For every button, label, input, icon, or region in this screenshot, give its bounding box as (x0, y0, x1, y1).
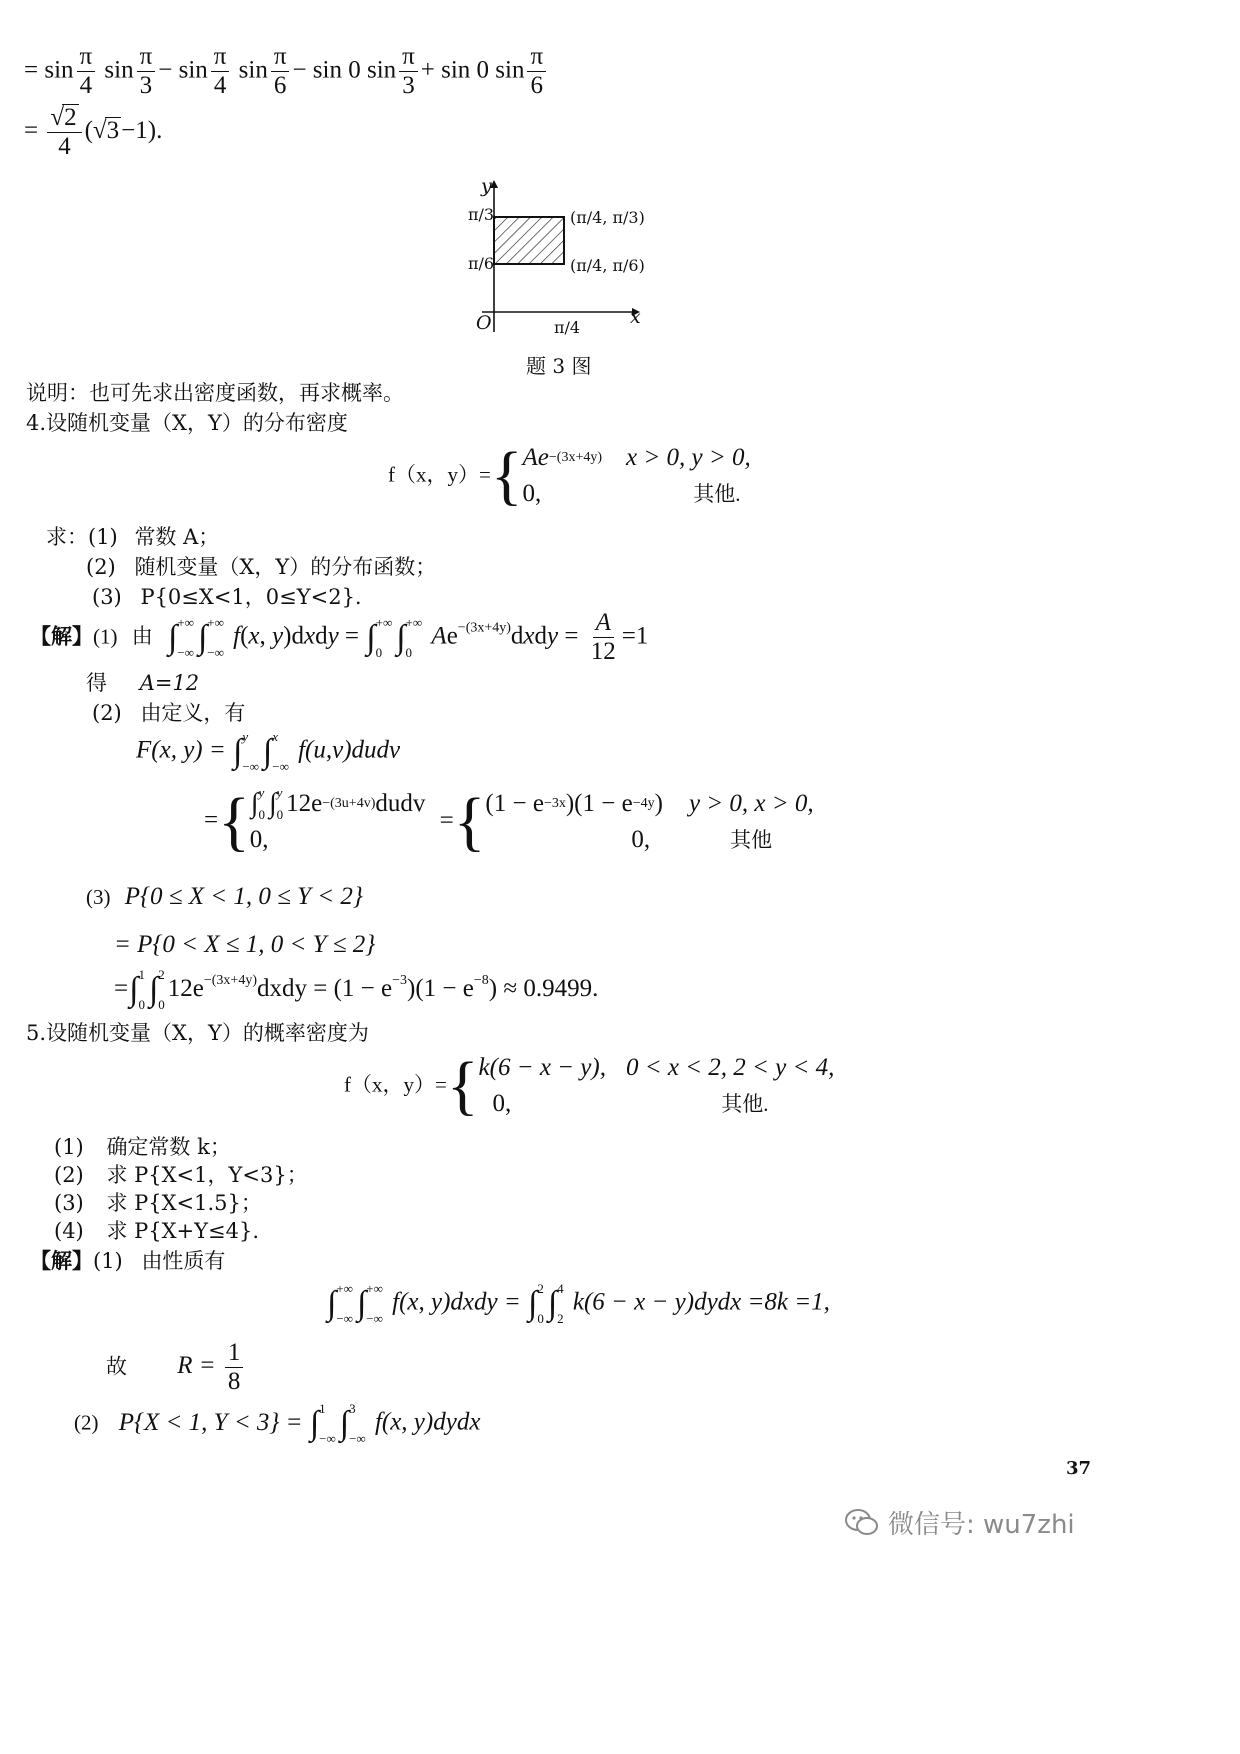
y-tick-bottom: π/6 (468, 254, 495, 273)
F-def: F(x, y) = (136, 736, 226, 764)
sol3-d: ) ≈ 0.9499. (488, 975, 599, 1002)
sol3-a: 12e (167, 975, 204, 1002)
note-text: 说明：也可先求出密度函数，再求概率。 (26, 381, 404, 405)
ask2: 随机变量（X，Y）的分布函数； (134, 555, 437, 579)
sol2-text: 由定义，有 (140, 701, 246, 725)
sol1-num: (1) (93, 1249, 123, 1273)
q4-ask-3 (92, 584, 362, 610)
case1-exp: −(3x+4y) (548, 450, 603, 465)
q4-sol-1: 【解】(1) 由 ∫ +∞ −∞ ∫ +∞ −∞ f(x, y)dxdy = ∫ +∞ 0 ∫ +∞ 0 $Ae^{-(3x+4y)}dxdy$ = $\frac{A}{12}$ =1 (30, 609, 649, 666)
q4-get (86, 670, 199, 696)
x-tick: π/4 (554, 318, 581, 337)
q5-item-3 (54, 1190, 262, 1216)
q4-sol-3-line2: = P{0 < X ≤ 1, 0 < Y ≤ 2} (114, 931, 376, 958)
solution-tag: 【解】 (30, 1248, 93, 1273)
f-label: f（x，y）= (344, 1072, 447, 1097)
q4-ask-2 (86, 554, 436, 580)
q5-item-4 (54, 1218, 259, 1244)
so-num: 1 (225, 1340, 244, 1368)
solution-tag: 【解】 (30, 624, 93, 649)
sol1-num: (1) (93, 624, 118, 649)
F-res1-end: ) (654, 790, 663, 817)
q5-item-1 (54, 1134, 231, 1160)
q5-case2-cond: 其他. (721, 1092, 769, 1116)
ask-intro: 求：(1) (46, 525, 118, 549)
ask3: P{0≤X<1，0≤Y<2}. (140, 585, 362, 609)
q5-normalization: ∫ +∞ −∞ ∫ +∞ −∞ f(x, y)dxdy = ∫ 2 0 ∫ 4 2 k(6 − x − y)dydx =8k =1, (327, 1281, 830, 1326)
sol2-text: P{X < 1, Y < 3} = (118, 1408, 303, 1436)
sol3-b: dxdy = (1 − e (257, 975, 393, 1002)
q5-density: f（x，y）={ k(6 − x − y), 0 < x < 2, 2 < y < 4, 0, 其他. (344, 1049, 835, 1122)
page-number: 37 (1066, 1458, 1092, 1479)
sol1-eq-b: k(6 − x − y)dydx =8k =1, (572, 1288, 830, 1316)
sol3-c: )(1 − e (407, 975, 474, 1002)
item-text: 求 P{X<1.5}； (106, 1191, 262, 1215)
sol3-line1: P{0 ≤ X < 1, 0 ≤ Y < 2} (124, 883, 363, 910)
item-text: 求 P{X<1，Y<3}； (106, 1163, 308, 1187)
item-num: (4) (54, 1219, 84, 1243)
F-res1-exp2: −4y (632, 796, 655, 811)
calc-line-1: = sin $\frac{\pi}{4}$ sin $\frac{\pi}{3}$ − sin $\frac{\pi}{4}$ sin $\frac{\pi}{6}$ − sin 0 sin $\frac{\pi}{3}$ + sin 0 sin $\frac{\pi}{6}$ (24, 44, 549, 96)
figure-caption: 题 3 图 (526, 354, 592, 378)
equals-sign: = (24, 56, 39, 84)
q4-sol-2 (92, 700, 245, 726)
q5-case2-expr: 0, (492, 1090, 512, 1117)
item-num: (2) (54, 1163, 84, 1187)
F-res1: (1 − e (485, 790, 544, 817)
ask3-num: (3) (92, 585, 122, 609)
q5-item-2 (54, 1162, 308, 1188)
sol2-num: (2) (74, 1410, 99, 1435)
q4-title: 4.设随机变量（X，Y）的分布密度 (26, 411, 348, 435)
sol3-exp2: −3 (392, 973, 408, 988)
so-label: 故 (106, 1354, 127, 1379)
sol2-num: (2) (92, 701, 122, 725)
equals-sign: = (24, 116, 39, 144)
case1-cond: x > 0, y > 0, (626, 444, 751, 471)
sol1-frac-num: A (593, 610, 614, 638)
F-integrand: f(u,v)dudv (298, 736, 401, 764)
F-res1-mid: )(1 − e (565, 790, 633, 817)
item-text: 确定常数 k； (106, 1135, 231, 1159)
wechat-icon (844, 1508, 880, 1538)
q4-sol-3-line1 (86, 884, 363, 910)
sol1-text: 由性质有 (141, 1249, 226, 1273)
q4-sol-3-line3: =∫ 1 0 ∫ 2 0 $12e^{-(3x+4y)}dxdy = (1 - e^{-3})(1 - e^{-8}) \approx 0.9499$. (114, 967, 599, 1013)
q5-sol-2: (2) P{X < 1, Y < 3} = ∫ 1 −∞ ∫ 3 −∞ f(x, y)dydx (74, 1401, 481, 1446)
f-label: f（x，y）= (388, 462, 491, 487)
origin-label: O (476, 312, 492, 334)
q5-case1-expr: k(6 − x − y), (478, 1054, 606, 1081)
sol1-frac-den: 12 (590, 638, 616, 666)
q4-F-cases: ={ ∫ y 0 ∫ y 0 12e −(3u+4v) dudv 0, ={ (1 − e −3x )(1 − e −4y ) y > 0, x > 0, 0, 其他 (204, 785, 814, 858)
y-tick-top: π/3 (468, 205, 495, 224)
watermark (844, 1504, 1075, 1541)
sol1-eq-a: f(x, y)dxdy = (392, 1288, 521, 1316)
F-case1: 12e (286, 790, 323, 817)
q5-case1-cond: 0 < x < 2, 2 < y < 4, (625, 1054, 835, 1081)
case1-expr: Ae (522, 444, 549, 471)
F-res2: 0, (631, 826, 651, 853)
q5-sol-1 (30, 1248, 225, 1274)
F-cond1: y > 0, x > 0, (688, 790, 814, 817)
item-num: (3) (54, 1191, 84, 1215)
get-value: A=12 (139, 671, 200, 695)
axis-y-label: y (481, 175, 492, 197)
corner-bottom-label: (π/4, π/6) (570, 256, 645, 275)
sol3-exp: −(3x+4y) (203, 973, 257, 988)
ask2-num: (2) (86, 555, 116, 579)
F-case1-tail: dudv (375, 790, 426, 817)
sol1-text: 由 (131, 624, 153, 649)
q5-title: 5.设随机变量（X，Y）的概率密度为 (26, 1021, 369, 1045)
get-label: 得 (86, 671, 107, 695)
F-case2: 0, (249, 826, 269, 853)
sol3-exp3: −8 (473, 973, 489, 988)
case2-expr: 0, (522, 480, 542, 507)
item-num: (1) (54, 1135, 84, 1159)
q5-so (106, 1340, 246, 1396)
q4-ask-1 (46, 524, 219, 550)
ask1: 常数 A； (134, 525, 220, 549)
item-text: 求 P{X+Y≤4}. (106, 1219, 260, 1243)
watermark-text: 微信号: wu7zhi (888, 1510, 1075, 1540)
q4-density: f（x，y）={ Ae −(3x+4y) x > 0, y > 0, 0, 其他. (388, 439, 751, 512)
sol2-integrand: f(x, y)dydx (374, 1408, 481, 1436)
so-den: 8 (227, 1368, 241, 1396)
shaded-region (494, 217, 564, 264)
so-var: R = (177, 1352, 216, 1380)
corner-top-label: (π/4, π/3) (570, 208, 645, 227)
F-cond2: 其他 (730, 828, 773, 852)
axis-x-label: x (630, 306, 641, 328)
F-case1-exp: −(3u+4v) (322, 796, 376, 811)
F-res1-exp1: −3x (543, 796, 566, 811)
sol1-eq: =1 (621, 622, 649, 650)
calc-line-2: = $\frac{√2}{4}$ (√3−1). (24, 104, 163, 161)
case2-cond: 其他. (693, 482, 741, 506)
sol3-num: (3) (86, 885, 111, 909)
q4-F-def: F(x, y) = ∫ y −∞ ∫ x −∞ f(u,v)dudv (136, 729, 401, 774)
